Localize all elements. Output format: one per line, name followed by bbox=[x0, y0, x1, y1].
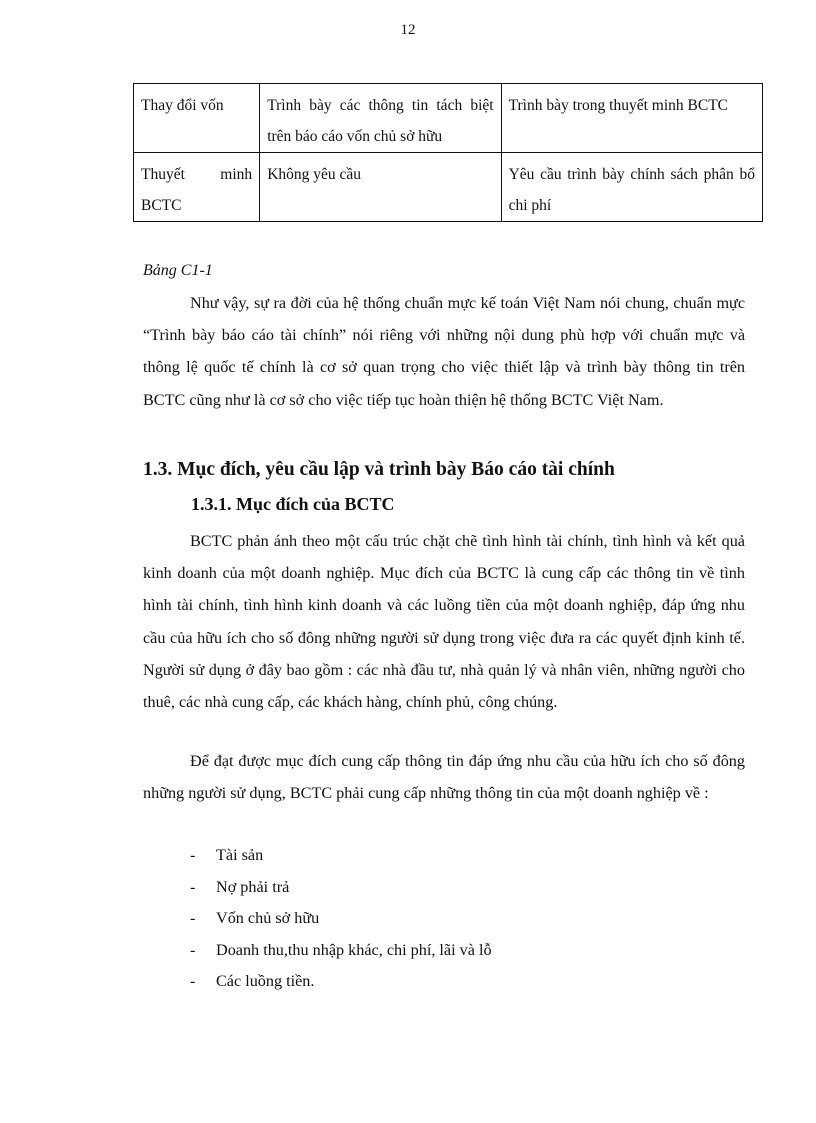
table-cell: Thuyết minh BCTC bbox=[134, 153, 260, 222]
list-marker: - bbox=[190, 877, 196, 896]
table-cell: Trình bày các thông tin tách biệt trên báo cáo vốn chủ sở hữu bbox=[260, 84, 501, 153]
table-row bbox=[134, 84, 763, 153]
list-item-text: Vốn chủ sở hữu bbox=[216, 909, 320, 927]
section-heading: 1.3. Mục đích, yêu cầu lập và trình bày Báo cáo tài chính bbox=[143, 459, 615, 480]
table-caption: Bảng C1-1 bbox=[143, 262, 213, 279]
list-item bbox=[190, 840, 492, 872]
list-item bbox=[190, 903, 492, 935]
list-item bbox=[190, 966, 492, 998]
paragraph-conclusion: Như vậy, sự ra đời của hệ thống chuẩn mực kế toán Việt Nam nói chung, chuẩn mực “Trình bày báo cáo tài chính” nói riêng với những nội dung phù hợp với chuẩn mực và thông lệ quốc tế chính là cơ sở quan trọng cho việc thiết lập và trình bày thông tin trên BCTC cũng như là cơ sở cho việc tiếp tục hoàn thiện hệ thống BCTC Việt Nam. bbox=[143, 294, 745, 409]
list-item-text: Nợ phải trả bbox=[216, 877, 290, 896]
list-marker: - bbox=[190, 972, 196, 990]
table-row bbox=[134, 153, 763, 222]
table-cell: Yêu cầu trình bày chính sách phân bổ chi phí bbox=[501, 153, 762, 222]
comparison-table bbox=[133, 83, 763, 222]
list-marker: - bbox=[190, 940, 196, 959]
list-marker: - bbox=[190, 909, 196, 927]
table-cell: Không yêu cầu bbox=[260, 153, 501, 222]
list-item-text: Tài sản bbox=[216, 846, 264, 864]
info-list bbox=[190, 840, 492, 998]
paragraph-purpose: BCTC phản ánh theo một cấu trúc chặt chẽ tình hình tài chính, tình hình và kết quả kinh doanh của một doanh nghiệp. Mục đích của BCTC là cung cấp các thông tin về tình hình tài chính, tình hình kinh doanh và các luồng tiền của một doanh nghiệp, đáp ứng nhu cầu của hữu ích cho số đông những người sử dụng trong việc đưa ra các quyết định kinh tế. Người sử dụng ở đây bao gồm : các nhà đầu tư, nhà quản lý và nhân viên, những người cho thuê, các nhà cung cấp, các khách hàng, chính phủ, công chúng. bbox=[143, 532, 745, 712]
list-marker: - bbox=[190, 846, 196, 864]
table-cell: Trình bày trong thuyết minh BCTC bbox=[501, 84, 762, 153]
subsection-heading: 1.3.1. Mục đích của BCTC bbox=[191, 494, 395, 514]
page-number: 12 bbox=[400, 22, 416, 38]
paragraph-requirements: Để đạt được mục đích cung cấp thông tin đáp ứng nhu cầu của hữu ích cho số đông những người sử dụng, BCTC phải cung cấp những thông tin của một doanh nghiệp về : bbox=[143, 752, 745, 803]
list-item bbox=[190, 872, 492, 904]
list-item bbox=[190, 935, 492, 967]
list-item-text: Doanh thu,thu nhập khác, chi phí, lãi và lỗ bbox=[216, 940, 492, 959]
table-cell: Thay đổi vốn bbox=[134, 84, 260, 153]
list-item-text: Các luồng tiền. bbox=[216, 972, 315, 990]
